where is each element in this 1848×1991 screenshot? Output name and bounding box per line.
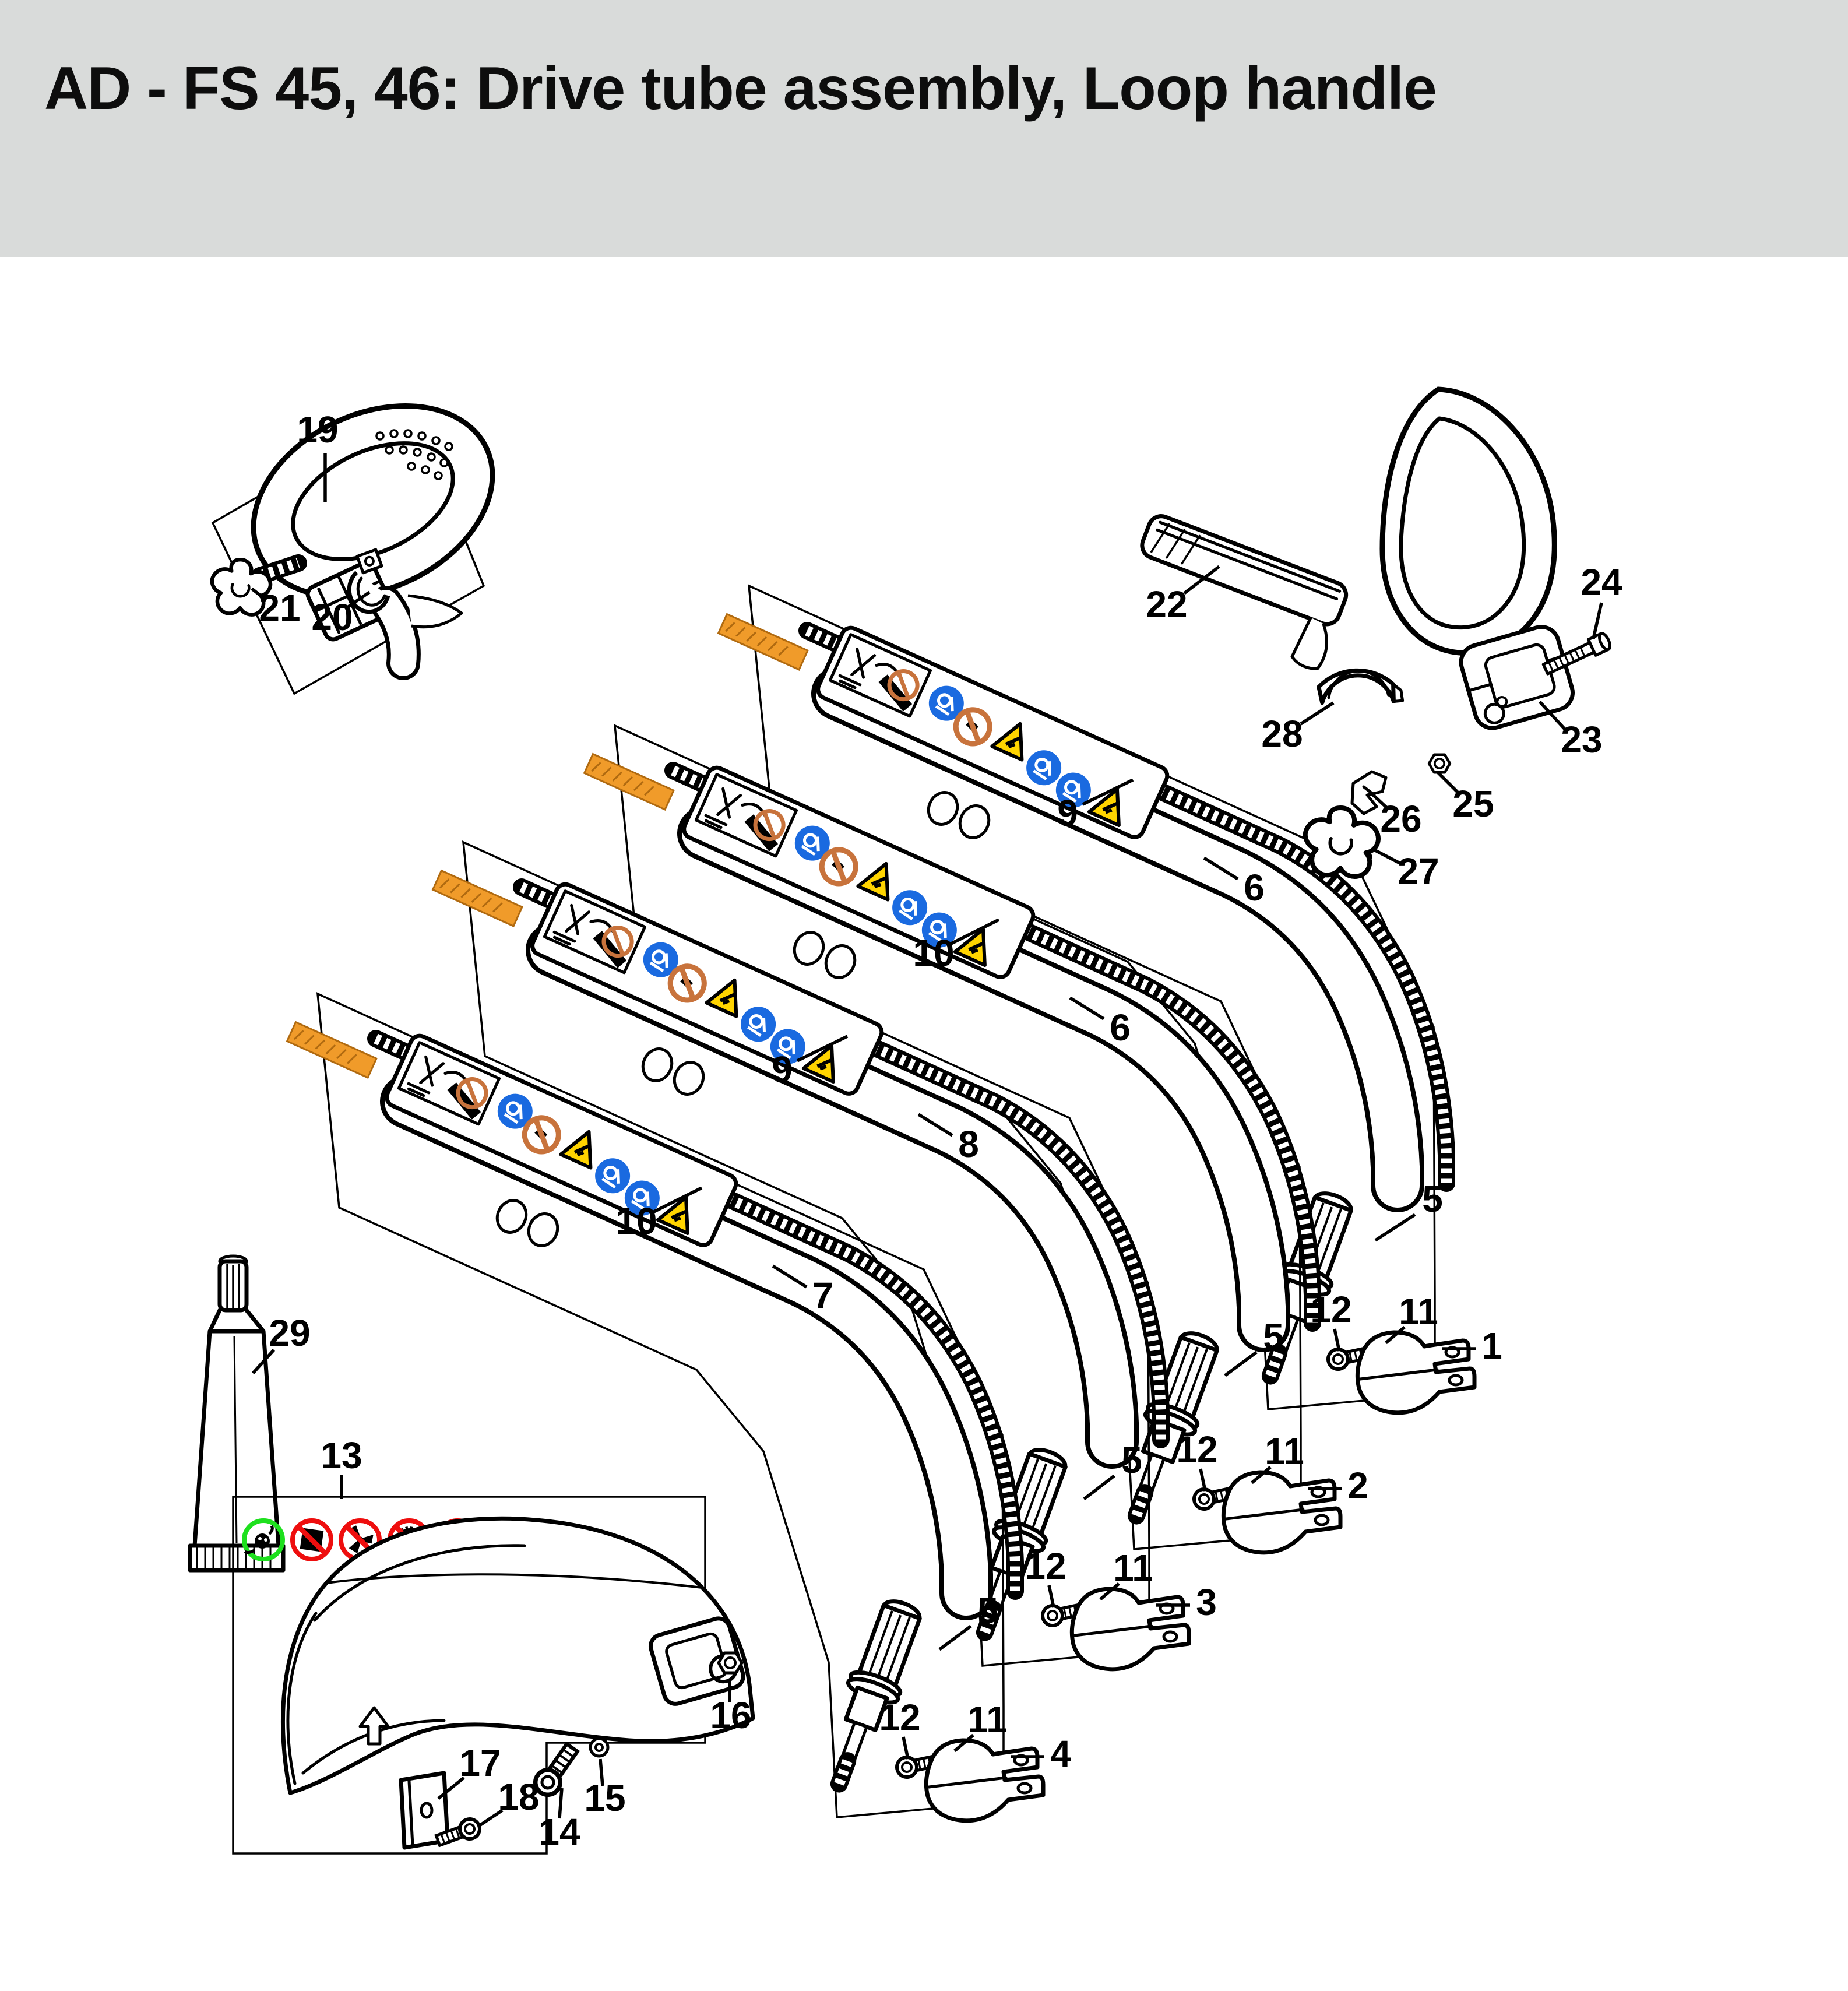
callout-22 [1146, 567, 1219, 625]
svg-text:16: 16 [710, 1694, 752, 1736]
callout-12c [1025, 1545, 1066, 1607]
svg-text:27: 27 [1398, 850, 1439, 892]
callout-23 [1540, 702, 1603, 761]
svg-text:5: 5 [1422, 1177, 1443, 1220]
callout-17 [438, 1742, 501, 1799]
svg-text:12: 12 [1310, 1288, 1352, 1331]
svg-text:23: 23 [1561, 718, 1603, 761]
svg-text:11: 11 [967, 1698, 1007, 1740]
svg-text:20: 20 [311, 596, 353, 638]
svg-text:11: 11 [1265, 1430, 1304, 1472]
callout-24 [1581, 561, 1622, 639]
deflector-13 [283, 1518, 753, 1793]
page-title: AD - FS 45, 46: Drive tube assembly, Loop handle [44, 55, 1437, 122]
svg-text:1: 1 [1481, 1324, 1502, 1367]
shredder-blade-prohibited-icon [293, 1521, 331, 1559]
svg-text:15: 15 [584, 1777, 626, 1819]
svg-text:21: 21 [259, 586, 301, 629]
callout-25 [1437, 772, 1494, 825]
svg-text:12: 12 [879, 1696, 921, 1739]
svg-text:12: 12 [1025, 1545, 1066, 1587]
svg-text:10: 10 [913, 931, 955, 974]
svg-text:4: 4 [1050, 1732, 1071, 1775]
callout-12d [879, 1697, 920, 1759]
svg-text:5: 5 [1263, 1315, 1284, 1357]
loop-handle-23 [1382, 389, 1577, 732]
svg-text:24: 24 [1581, 561, 1622, 603]
svg-text:7: 7 [812, 1274, 833, 1317]
callout-21 [252, 587, 301, 629]
svg-text:19: 19 [297, 408, 339, 451]
svg-text:26: 26 [1380, 797, 1422, 840]
svg-text:17: 17 [459, 1742, 501, 1784]
callout-12b [1176, 1429, 1217, 1491]
svg-text:12: 12 [1176, 1428, 1218, 1471]
page-header [0, 0, 1848, 257]
svg-text:6: 6 [1110, 1006, 1131, 1049]
callout-13 [321, 1434, 362, 1499]
svg-text:29: 29 [269, 1311, 311, 1354]
callout-14 [538, 1788, 580, 1853]
star-knob-27 [1305, 808, 1378, 877]
svg-text:6: 6 [1244, 866, 1265, 909]
svg-text:11: 11 [1113, 1546, 1153, 1589]
svg-text:11: 11 [1399, 1290, 1438, 1332]
svg-text:18: 18 [498, 1775, 540, 1818]
svg-text:3: 3 [1196, 1581, 1217, 1623]
svg-text:28: 28 [1261, 712, 1303, 755]
svg-text:9: 9 [1057, 792, 1078, 834]
svg-text:10: 10 [615, 1199, 657, 1242]
callout-12a [1310, 1289, 1351, 1351]
svg-text:5: 5 [977, 1589, 998, 1631]
callout-15 [584, 1759, 625, 1819]
washer-15 [590, 1739, 608, 1756]
callout-27 [1372, 849, 1439, 892]
callout-28 [1261, 703, 1333, 755]
svg-text:5: 5 [1121, 1438, 1142, 1481]
svg-text:22: 22 [1146, 583, 1188, 625]
svg-text:13: 13 [321, 1434, 362, 1476]
nut-25 [1429, 755, 1450, 773]
svg-text:9: 9 [772, 1048, 793, 1091]
svg-text:14: 14 [538, 1810, 580, 1853]
clamp-shell-28 [1314, 658, 1407, 726]
svg-text:25: 25 [1452, 782, 1494, 825]
nut-16 [719, 1653, 742, 1673]
svg-text:8: 8 [958, 1123, 979, 1165]
svg-text:2: 2 [1347, 1464, 1368, 1507]
